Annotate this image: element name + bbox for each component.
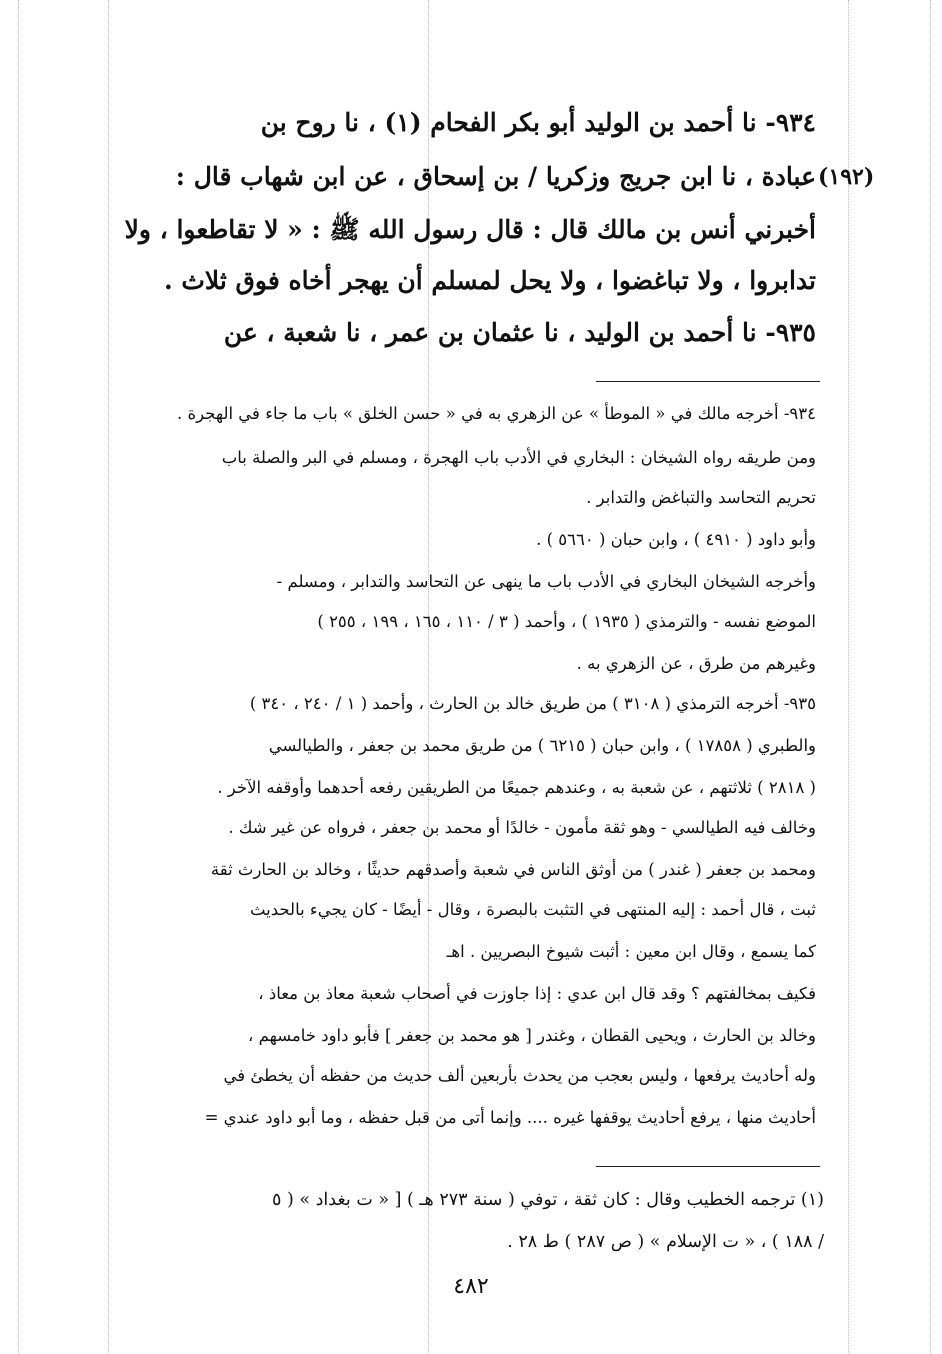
note-line: كما يسمع ، وقال ابن معين : أثبت شيوخ البصريين . اهـ [446, 942, 816, 961]
note-line: وخالف فيه الطيالسي - وهو ثقة مأمون - خالدًا أو محمد بن جعفر ، فرواه عن غير شك . [228, 818, 816, 837]
note-line: ثبت ، قال أحمد : إليه المنتهى في التثبت بالبصرة ، وقال - أيضًا - كان يجيء بالحديث [249, 900, 816, 919]
scan-guide-line [108, 0, 109, 1354]
footnote-line: (١) ترجمه الخطيب وقال : كان ثقة ، توفي ( سنة ٢٧٣ هـ ) [ « ت بغداد » ( ٥ [271, 1190, 824, 1210]
page-number: ٤٨٢ [453, 1274, 489, 1299]
note-line: ٩٣٥- أخرجه الترمذي ( ٣١٠٨ ) من طريق خالد بن الحارث ، وأحمد ( ١ / ٢٤٠ ، ٣٤٠ ) [249, 694, 816, 713]
notes-separator [596, 381, 820, 382]
scan-guide-line [848, 0, 849, 1354]
note-line: فكيف بمخالفتهم ؟ وقد قال ابن عدي : إذا جاوزت في أصحاب شعبة معاذ بن معاذ ، [258, 984, 816, 1003]
scan-guide-line [18, 0, 19, 1354]
note-line: والطبري ( ١٧٨٥٨ ) ، وابن حبان ( ٦٢١٥ ) من طريق محمد بن جعفر ، والطيالسي [268, 736, 816, 755]
note-line: ( ٢٨١٨ ) ثلاثتهم ، عن شعبة به ، وعندهم جميعًا من الطريقين رفعه أحدهما وأوقفه الآخر . [217, 778, 816, 797]
scan-guide-line [930, 0, 931, 1354]
main-line: عبادة ، نا ابن جريج وزكريا / بن إسحاق ، عن ابن شهاب قال : [175, 162, 816, 191]
note-line: ومن طريقه رواه الشيخان : البخاري في الأدب باب الهجرة ، ومسلم في البر والصلة باب [221, 448, 816, 467]
main-line: ٩٣٤- نا أحمد بن الوليد أبو بكر الفحام (١) ، نا روح بن [260, 108, 816, 137]
footnote-line: / ١٨٨ ) ، « ت الإسلام » ( ص ٢٨٧ ) ط ٢٨ . [507, 1232, 824, 1252]
main-line: ٩٣٥- نا أحمد بن الوليد ، نا عثمان بن عمر ، نا شعبة ، عن [223, 318, 816, 347]
main-line: تدابروا ، ولا تباغضوا ، ولا يحل لمسلم أن يهجر أخاه فوق ثلاث . [163, 266, 816, 295]
note-line: وغيرهم من طرق ، عن الزهري به . [576, 654, 816, 673]
main-line: أخبرني أنس بن مالك قال : قال رسول الله ﷺ : « لا تقاطعوا ، ولا [124, 215, 816, 244]
note-line: وأخرجه الشيخان البخاري في الأدب باب ما ينهى عن التحاسد والتدابر ، ومسلم - [276, 572, 816, 591]
note-line: ومحمد بن جعفر ( غندر ) من أوثق الناس في شعبة وأصدقهم حديثًا ، وخالد بن الحارث ثقة [210, 860, 816, 879]
note-line: الموضع نفسه - والترمذي ( ١٩٣٥ ) ، وأحمد ( ٣ / ١١٠ ، ١٦٥ ، ١٩٩ ، ٢٥٥ ) [317, 612, 816, 631]
margin-reference: (١٩٢) [818, 164, 875, 190]
note-line: ٩٣٤- أخرجه مالك في « الموطأ » عن الزهري به في « حسن الخلق » باب ما جاء في الهجرة . [176, 404, 816, 423]
scan-guide-line [428, 0, 429, 1354]
note-line: تحريم التحاسد والتباغض والتدابر . [586, 488, 816, 507]
note-line: أحاديث منها ، يرفع أحاديث يوقفها غيره .... وإنما أتى من قبل حفظه ، وما أبو داود عندي = [204, 1108, 816, 1127]
note-line: وأبو داود ( ٤٩١٠ ) ، وابن حبان ( ٥٦٦٠ ) . [536, 530, 816, 549]
note-line: وله أحاديث يرفعها ، وليس بعجب من يحدث بأربعين ألف حديث من حفظه أن يخطئ في [223, 1066, 816, 1085]
note-line: وخالد بن الحارث ، ويحيى القطان ، وغندر [ هو محمد بن جعفر ] فأبو داود خامسهم ، [248, 1026, 816, 1045]
footnote-separator [596, 1166, 820, 1167]
